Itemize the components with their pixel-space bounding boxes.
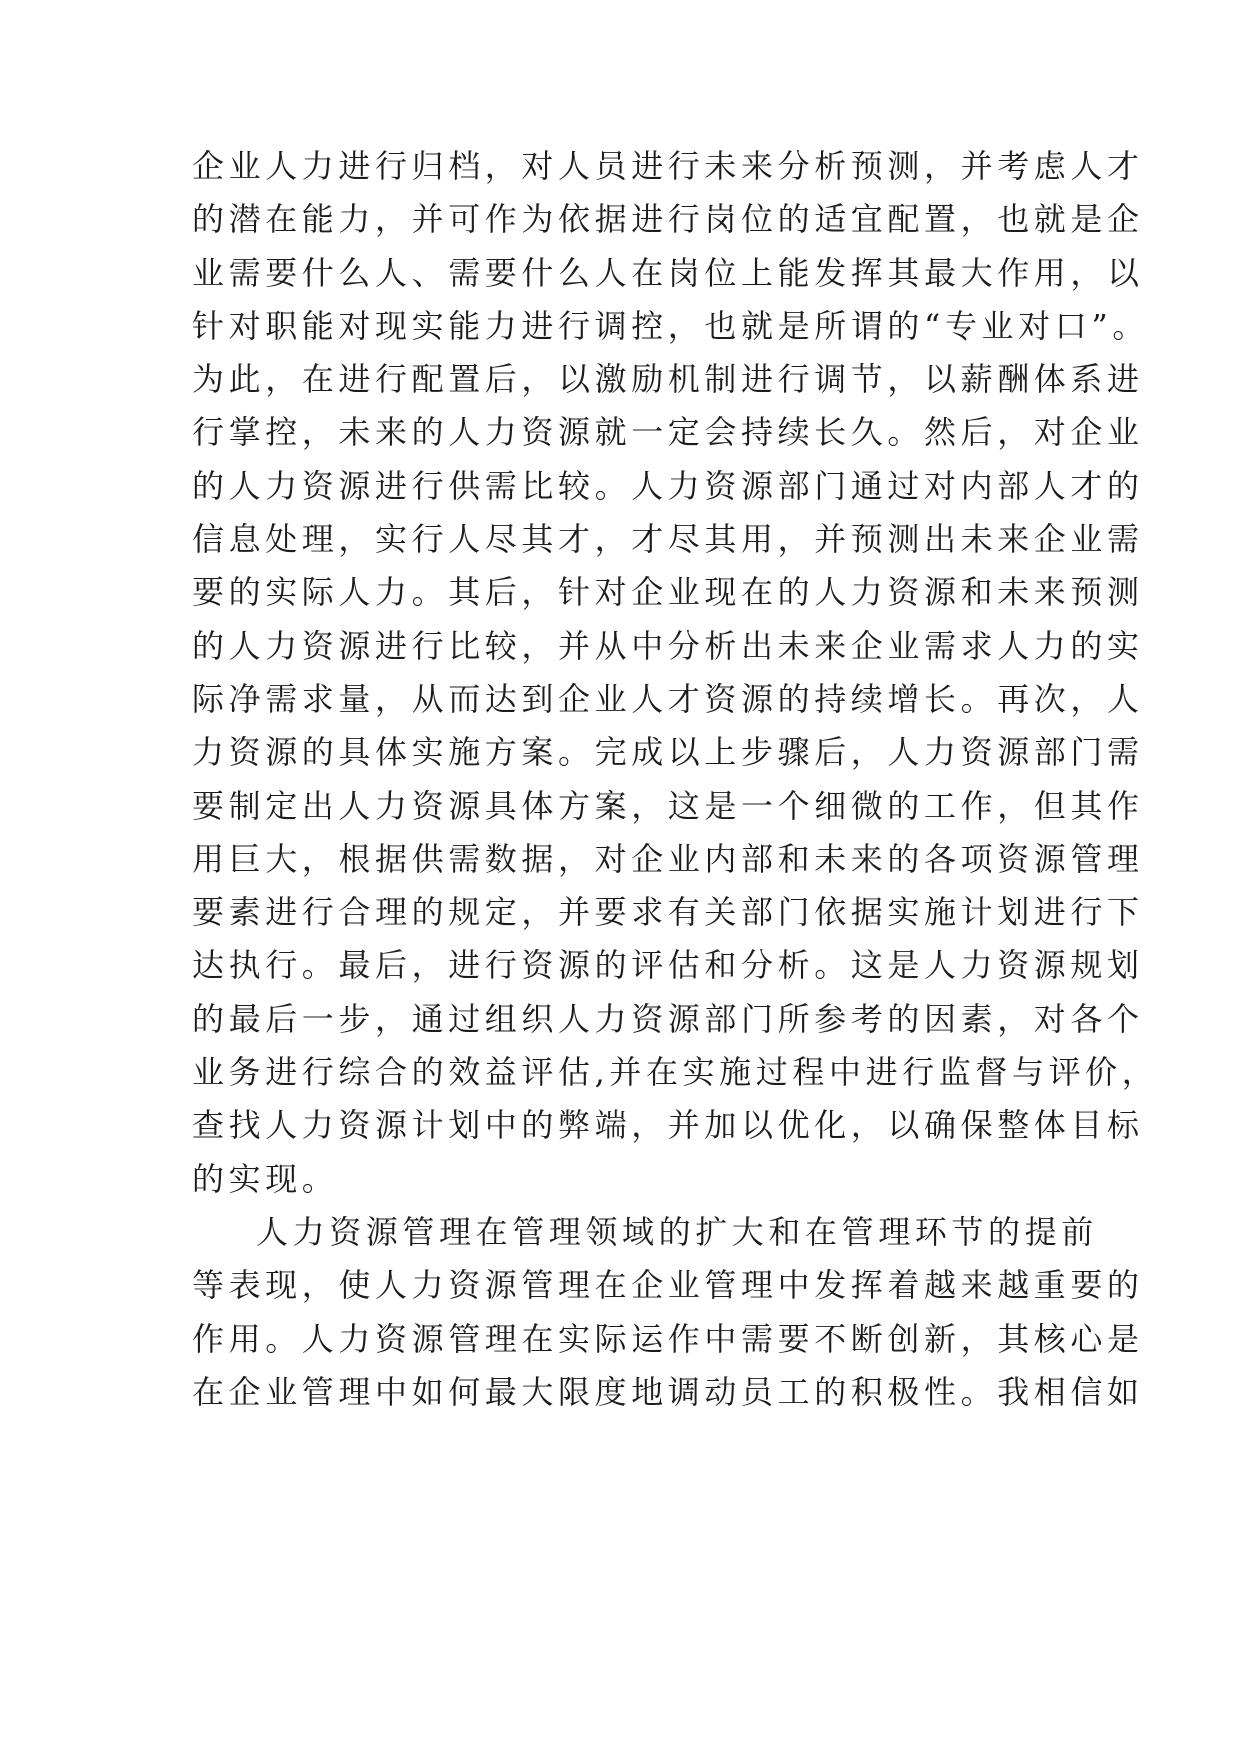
text-line: 作用。人力资源管理在实际运作中需要不断创新，其核心是 xyxy=(192,1320,1144,1358)
text-line: 为此，在进行配置后，以激励机制进行调节，以薪酬体系进 xyxy=(192,360,1144,398)
text-line: 信息处理，实行人尽其才，才尽其用，并预测出未来企业需 xyxy=(192,520,1144,558)
text-line: 的实现。 xyxy=(192,1160,339,1198)
text-line: 在企业管理中如何最大限度地调动员工的积极性。我相信如 xyxy=(192,1373,1144,1411)
text-line: 要素进行合理的规定，并要求有关部门依据实施计划进行下 xyxy=(192,893,1144,931)
text-line: 的最后一步，通过组织人力资源部门所参考的因素，对各个 xyxy=(192,1000,1144,1038)
text-line: 企业人力进行归档，对人员进行未来分析预测，并考虑人才 xyxy=(192,147,1144,185)
text-line: 要制定出人力资源具体方案，这是一个细微的工作，但其作 xyxy=(192,787,1144,825)
text-line: 用巨大，根据供需数据，对企业内部和未来的各项资源管理 xyxy=(192,840,1144,878)
text-line: 等表现，使人力资源管理在企业管理中发挥着越来越重要的 xyxy=(192,1266,1144,1304)
text-line: 针对职能对现实能力进行调控，也就是所谓的“专业对口”。 xyxy=(192,307,1149,345)
text-line: 际净需求量，从而达到企业人才资源的持续增长。再次，人 xyxy=(192,680,1144,718)
text-line: 的人力资源进行供需比较。人力资源部门通过对内部人才的 xyxy=(192,467,1144,505)
text-line: 的潜在能力，并可作为依据进行岗位的适宜配置，也就是企 xyxy=(192,200,1144,238)
text-line: 业务进行综合的效益评估,并在实施过程中进行监督与评价， xyxy=(192,1053,1159,1091)
text-line: 业需要什么人、需要什么人在岗位上能发挥其最大作用，以 xyxy=(192,254,1144,292)
text-line: 要的实际人力。其后，针对企业现在的人力资源和未来预测 xyxy=(192,573,1144,611)
paragraph-first-line: 人力资源管理在管理领域的扩大和在管理环节的提前 xyxy=(256,1213,1098,1251)
text-line: 查找人力资源计划中的弊端，并加以优化，以确保整体目标 xyxy=(192,1106,1144,1144)
text-line: 的人力资源进行比较，并从中分析出未来企业需求人力的实 xyxy=(192,627,1144,665)
text-line: 达执行。最后，进行资源的评估和分析。这是人力资源规划 xyxy=(192,946,1144,984)
text-line: 行掌控，未来的人力资源就一定会持续长久。然后，对企业 xyxy=(192,413,1144,451)
text-line: 力资源的具体实施方案。完成以上步骤后，人力资源部门需 xyxy=(192,733,1144,771)
